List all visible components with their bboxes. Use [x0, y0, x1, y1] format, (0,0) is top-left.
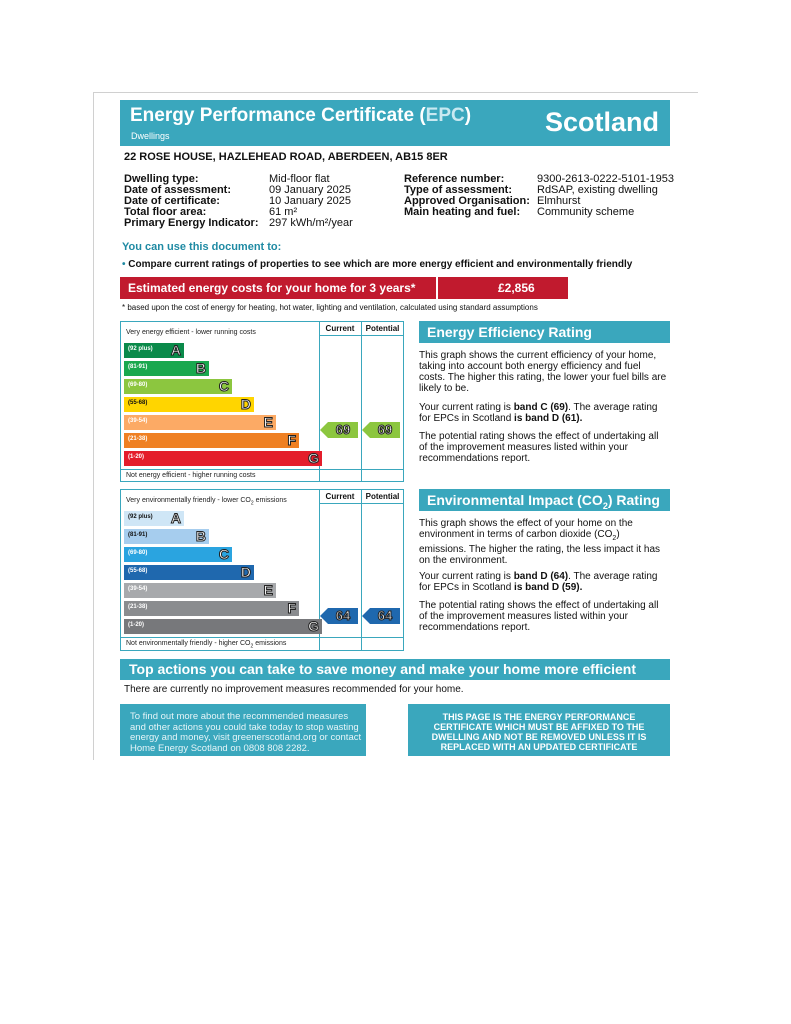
- ee-band-letter: B: [195, 360, 206, 376]
- ei-band-letter: F: [287, 600, 296, 616]
- ei-paragraph-2: Your current rating is band D (64). The average rating for EPCs in Scotland is band D (59).: [419, 571, 658, 593]
- ei-band-d: [124, 565, 254, 580]
- detail-label: Type of assessment:: [404, 184, 513, 196]
- ee-band-g: [124, 451, 322, 466]
- ee-band-letter: E: [263, 414, 273, 430]
- ee-band-b: [124, 361, 209, 376]
- ee-band-letter: G: [308, 450, 319, 466]
- certificate-notice: THIS PAGE IS THE ENERGY PERFORMANCE CERTIFICATE WHICH MUST BE AFFIXED TO THE DWELLING AND NOT BE REMOVED UNLESS IT IS REPLACED WITH AN UPDATED CERTIFICATE: [408, 704, 670, 756]
- ee-band-range: (69-80): [128, 382, 148, 388]
- detail-value: 9300-2613-0222-5101-1953: [537, 173, 675, 185]
- ei-band-range: (21-38): [128, 604, 148, 610]
- energy-cost-value: £2,856: [498, 281, 535, 295]
- ei-current-rating-value: 64: [335, 608, 351, 623]
- detail-value: Elmhurst: [537, 195, 581, 207]
- detail-label: Reference number:: [404, 173, 505, 185]
- ei-band-range: (92 plus): [128, 514, 153, 520]
- ei-band-range: (81-91): [128, 532, 148, 538]
- energy-cost-bar: [120, 277, 568, 299]
- ee-band-range: (1-20): [128, 454, 145, 460]
- ee-current-rating-value: 69: [335, 422, 351, 437]
- ee-band-range: (81-91): [128, 364, 148, 370]
- epc-header: [120, 100, 670, 146]
- ei-col-divider-2: [361, 490, 362, 650]
- detail-label: Date of assessment:: [124, 184, 231, 196]
- use-bullet: • Compare current ratings of properties to see which are more energy efficient and environmentally friendly: [122, 259, 633, 270]
- ei-band-range: (1-20): [128, 622, 145, 628]
- ei-top-text: Very environmentally friendly - lower $CO_2$ emissions: [126, 497, 287, 507]
- page-border-left: [93, 92, 94, 760]
- top-actions-heading: Top actions you can take to save money and make your home more efficient: [120, 659, 670, 680]
- top-actions-text: There are currently no improvement measures recommended for your home.: [124, 684, 464, 695]
- page-border-top: [93, 92, 698, 93]
- detail-value: 10 January 2025: [269, 195, 351, 207]
- page-title: Energy Performance Certificate (EPC): [130, 105, 472, 126]
- ee-band-letter: D: [240, 396, 251, 412]
- ee-band-d: [124, 397, 254, 412]
- ei-current-arrow-tip: [320, 608, 328, 624]
- ei-band-letter: E: [263, 582, 273, 598]
- ee-band-range: (39-54): [128, 418, 148, 424]
- ee-band-a: [124, 343, 184, 358]
- ee-section-heading: Energy Efficiency Rating: [419, 321, 670, 343]
- ei-potential-rating-value: 64: [377, 608, 393, 623]
- use-heading: You can use this document to:: [122, 241, 282, 253]
- ee-top-text: Very energy efficient - lower running costs: [126, 329, 256, 336]
- ee-band-e: [124, 415, 276, 430]
- ei-band-letter: D: [240, 564, 251, 580]
- ei-band-letter: C: [218, 546, 229, 562]
- country-label: Scotland: [544, 107, 659, 137]
- ei-current-rating-arrow: [328, 608, 358, 624]
- energy-cost-label: Estimated energy costs for your home for 3 years*: [128, 281, 416, 295]
- ee-potential-rating-value: 69: [377, 422, 393, 437]
- detail-label: Main heating and fuel:: [404, 206, 521, 218]
- ee-band-range: (92 plus): [128, 346, 153, 352]
- ei-bottom-text: Not environmentally friendly - higher $CO_2$ emissions: [126, 640, 287, 650]
- energy-efficiency-chart: [120, 321, 404, 482]
- ei-band-letter: A: [170, 510, 181, 526]
- cost-footnote: * based upon the cost of energy for heating, hot water, lighting and ventilation, calculated using standard assumptions: [122, 303, 538, 312]
- ee-paragraph-1: This graph shows the current efficiency of your home, taking into account both energy efficiency and fuel costs. The higher this rating, the lower your fuel bills are likely to be.: [419, 350, 667, 394]
- ei-section-heading: Environmental Impact $(CO_2)$ Rating: [419, 489, 670, 511]
- ei-potential-rating-arrow: [370, 608, 400, 624]
- ei-band-f: [124, 601, 299, 616]
- ei-potential-arrow-tip: [362, 608, 370, 624]
- ei-band-range: (39-54): [128, 586, 148, 592]
- ei-paragraph-3: The potential rating shows the effect of undertaking all of the improvement measures listed within your recommendations report.: [419, 600, 659, 633]
- ei-band-c: [124, 547, 232, 562]
- detail-label: Primary Energy Indicator:: [124, 217, 259, 229]
- ee-bottom-text: Not energy efficient - higher running costs: [126, 472, 256, 479]
- ee-band-c: [124, 379, 232, 394]
- ei-potential-header: Potential: [365, 492, 400, 501]
- detail-label: Approved Organisation:: [404, 195, 530, 207]
- ee-current-header: Current: [325, 324, 355, 333]
- ee-paragraph-2: Your current rating is band C (69). The average rating for EPCs in Scotland is band D (61).: [419, 402, 658, 424]
- ei-current-header: Current: [325, 492, 355, 501]
- ee-paragraph-3: The potential rating shows the effect of undertaking all of the improvement measures listed within your recommendations report.: [419, 431, 659, 464]
- ee-col-divider-2: [361, 322, 362, 481]
- ei-band-a: [124, 511, 184, 526]
- ee-band-f: [124, 433, 299, 448]
- detail-value: RdSAP, existing dwelling: [537, 184, 658, 196]
- ee-potential-rating-arrow: [370, 422, 400, 438]
- cost-divider: [436, 277, 438, 299]
- ei-header-rule: [319, 503, 403, 504]
- ei-band-letter: G: [308, 618, 319, 634]
- ei-band-letter: B: [195, 528, 206, 544]
- ee-current-rating-arrow: [328, 422, 358, 438]
- ei-paragraph-1: This graph shows the effect of your home on the environment in terms of carbon dioxide $(CO_2)$ emissions. The higher the rating, the less impact it has on the environment.: [419, 518, 661, 566]
- property-address: 22 ROSE HOUSE, HAZLEHEAD ROAD, ABERDEEN, AB15 8ER: [124, 151, 448, 163]
- ee-band-range: (21-38): [128, 436, 148, 442]
- ei-band-e: [124, 583, 276, 598]
- ei-band-range: (55-68): [128, 568, 148, 574]
- detail-label: Date of certificate:: [124, 195, 220, 207]
- ee-bottom-rule: [121, 469, 403, 470]
- detail-value: Community scheme: [537, 206, 635, 218]
- ee-potential-arrow-tip: [362, 422, 370, 438]
- ei-band-range: (69-80): [128, 550, 148, 556]
- ee-band-letter: A: [170, 342, 181, 358]
- ee-header-rule: [319, 335, 403, 336]
- ee-band-letter: F: [287, 432, 296, 448]
- detail-value: 297 kWh/m²/year: [269, 217, 353, 229]
- ei-band-b: [124, 529, 209, 544]
- page-subtitle: Dwellings: [131, 131, 170, 141]
- ee-current-arrow-tip: [320, 422, 328, 438]
- detail-value: Mid-floor flat: [269, 173, 330, 185]
- detail-value: 09 January 2025: [269, 184, 351, 196]
- advice-box: To find out more about the recommended measures and other actions you could take today to stop wasting energy and money, visit greenerscotland.org or contact Home Energy Scotland on 0808 808 2282.: [120, 704, 366, 756]
- ee-potential-header: Potential: [365, 324, 400, 333]
- ei-bottom-rule: [121, 637, 403, 638]
- detail-value: 61 m²: [269, 206, 298, 218]
- ee-band-range: (55-68): [128, 400, 148, 406]
- detail-label: Dwelling type:: [124, 173, 199, 185]
- environmental-impact-chart: [120, 489, 404, 651]
- detail-label: Total floor area:: [124, 206, 207, 218]
- ee-band-letter: C: [218, 378, 229, 394]
- ei-band-g: [124, 619, 322, 634]
